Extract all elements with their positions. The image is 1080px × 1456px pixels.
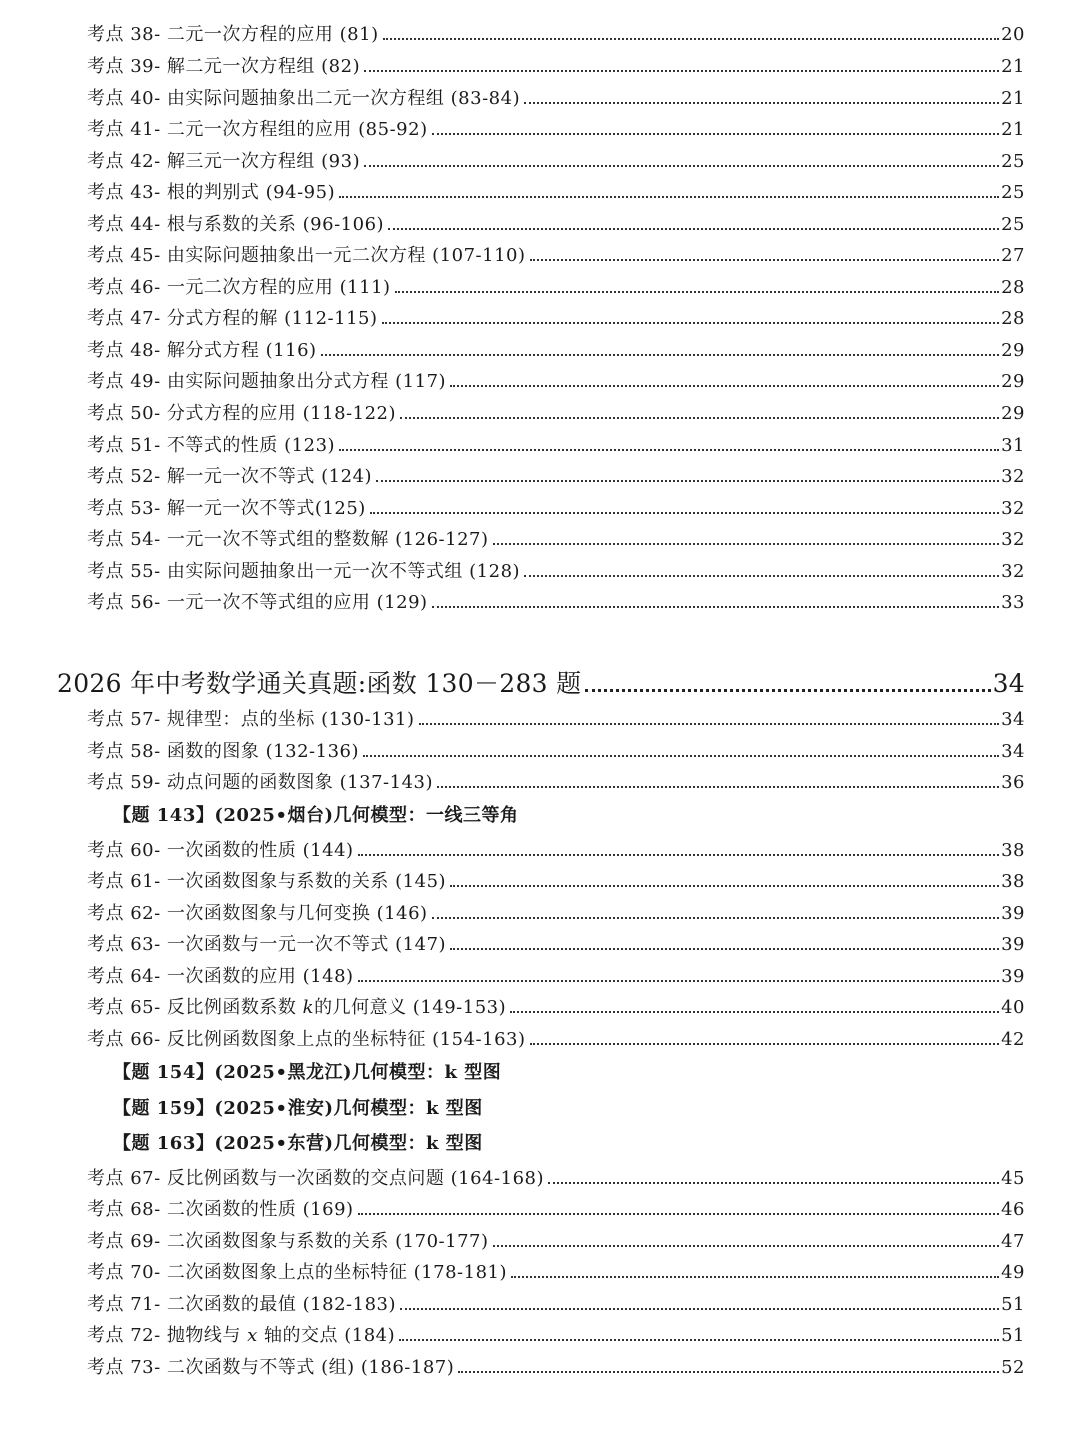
toc-entry-label: 考点 47- 分式方程的解 (112-115) [87, 308, 378, 329]
toc-entry-label: 考点 61- 一次函数图象与系数的关系 (145) [87, 871, 447, 892]
toc-entry-page: 21 [1001, 88, 1025, 109]
dot-leader [432, 133, 1000, 135]
dot-leader [450, 385, 999, 387]
toc-sub-163[interactable] [113, 1129, 483, 1155]
dot-leader [358, 980, 1000, 982]
toc-entry-page: 28 [1001, 308, 1025, 329]
toc-entry-44[interactable] [87, 210, 1025, 236]
toc-entry-43[interactable] [87, 178, 1025, 204]
toc-entry-page: 51 [1001, 1325, 1025, 1346]
toc-entry-label: 考点 53- 解一元一次不等式(125) [87, 498, 366, 519]
toc-entry-62[interactable] [87, 899, 1025, 925]
toc-entry-60[interactable] [87, 836, 1025, 862]
toc-entry-label: 考点 41- 二元一次方程组的应用 (85-92) [87, 119, 428, 140]
toc-entry-47[interactable] [87, 304, 1025, 330]
toc-entry-page: 42 [1001, 1029, 1025, 1050]
toc-entry-61[interactable] [87, 867, 1025, 893]
toc-entry-label: 考点 42- 解三元一次方程组 (93) [87, 151, 361, 172]
toc-entry-page: 32 [1001, 561, 1025, 582]
dot-leader [388, 228, 999, 230]
toc-entry-56[interactable] [87, 588, 1025, 614]
toc-entry-page: 36 [1001, 772, 1025, 793]
toc-entry-label: 考点 68- 二次函数的性质 (169) [87, 1199, 354, 1220]
toc-entry-label: 考点 43- 根的判别式 (94-95) [87, 182, 336, 203]
dot-leader [370, 512, 999, 514]
dot-leader [400, 1308, 999, 1310]
toc-entry-label: 考点 38- 二元一次方程的应用 (81) [87, 24, 379, 45]
toc-entry-page: 25 [1001, 151, 1025, 172]
toc-entry-page: 34 [1001, 741, 1025, 762]
toc-entry-label: 考点 70- 二次函数图象上点的坐标特征 (178-181) [87, 1262, 507, 1283]
toc-sub-154[interactable] [113, 1058, 501, 1084]
toc-entry-label: 考点 62- 一次函数图象与几何变换 (146) [87, 903, 428, 924]
toc-sub-label: 【题 159】(2025•淮安)几何模型：k 型图 [113, 1098, 483, 1119]
toc-entry-page: 21 [1001, 119, 1025, 140]
toc-entry-page: 46 [1001, 1199, 1025, 1220]
toc-entry-54[interactable] [87, 525, 1025, 551]
dot-leader [524, 102, 999, 104]
toc-chapter-functions[interactable] [57, 664, 1025, 700]
toc-chapter-page: 34 [992, 669, 1025, 698]
toc-entry-label: 考点 45- 由实际问题抽象出一元二次方程 (107-110) [87, 245, 526, 266]
toc-entry-50[interactable] [87, 399, 1025, 425]
toc-sub-label: 【题 154】(2025•黑龙江)几何模型：k 型图 [113, 1062, 502, 1083]
dot-leader [339, 449, 999, 451]
toc-entry-page: 33 [1001, 592, 1025, 613]
dot-leader [363, 755, 999, 757]
toc-entry-label: 考点 66- 反比例函数图象上点的坐标特征 (154-163) [87, 1029, 526, 1050]
toc-entry-label: 考点 48- 解分式方程 (116) [87, 340, 317, 361]
toc-entry-53[interactable] [87, 494, 1025, 520]
toc-entry-page: 51 [1001, 1294, 1025, 1315]
dot-leader [493, 1245, 1000, 1247]
toc-entry-label: 考点 46- 一元二次方程的应用 (111) [87, 277, 391, 298]
toc-entry-page: 25 [1001, 214, 1025, 235]
toc-entry-label: 考点 39- 解二元一次方程组 (82) [87, 56, 361, 77]
dot-leader [450, 948, 999, 950]
toc-entry-page: 29 [1001, 371, 1025, 392]
dot-leader [510, 1011, 999, 1013]
toc-entry-page: 40 [1001, 997, 1025, 1018]
toc-entry-page: 39 [1001, 934, 1025, 955]
toc-entry-38[interactable] [87, 20, 1025, 46]
toc-entry-63[interactable] [87, 930, 1025, 956]
toc-entry-58[interactable] [87, 737, 1025, 763]
dot-leader [339, 196, 999, 198]
toc-entry-73[interactable] [87, 1353, 1025, 1379]
dot-leader [358, 1213, 1000, 1215]
dot-leader [524, 575, 999, 577]
toc-entry-59[interactable] [87, 768, 1025, 794]
toc-entry-page: 28 [1001, 277, 1025, 298]
toc-entry-label: 考点 59- 动点问题的函数图象 (137-143) [87, 772, 433, 793]
toc-entry-page: 29 [1001, 403, 1025, 424]
variable-x: x [247, 1325, 258, 1346]
toc-entry-51[interactable] [87, 431, 1025, 457]
toc-entry-page: 39 [1001, 903, 1025, 924]
toc-entry-52[interactable] [87, 462, 1025, 488]
toc-entry-page: 34 [1001, 709, 1025, 730]
toc-entry-label: 考点 50- 分式方程的应用 (118-122) [87, 403, 396, 424]
toc-entry-72[interactable] [87, 1321, 1025, 1347]
toc-sub-label: 【题 163】(2025•东营)几何模型：k 型图 [113, 1133, 483, 1154]
dot-leader [383, 38, 999, 40]
toc-entry-46[interactable] [87, 273, 1025, 299]
toc-sub-143[interactable] [113, 801, 518, 827]
toc-entry-label: 考点 56- 一元一次不等式组的应用 (129) [87, 592, 428, 613]
toc-entry-55[interactable] [87, 557, 1025, 583]
toc-entry-page: 47 [1001, 1231, 1025, 1252]
dot-leader [530, 259, 1000, 261]
toc-entry-label: 考点 49- 由实际问题抽象出分式方程 (117) [87, 371, 447, 392]
toc-entry-page: 49 [1001, 1262, 1025, 1283]
toc-entry-page: 38 [1001, 840, 1025, 861]
toc-entry-page: 45 [1001, 1168, 1025, 1189]
toc-entry-page: 29 [1001, 340, 1025, 361]
toc-entry-57[interactable] [87, 705, 1025, 731]
toc-entry-label: 考点 64- 一次函数的应用 (148) [87, 966, 354, 987]
toc-entry-41[interactable] [87, 115, 1025, 141]
dot-leader [364, 70, 999, 72]
dot-leader [419, 723, 1000, 725]
toc-entry-page: 38 [1001, 871, 1025, 892]
toc-entry-label-post: 轴的交点 (184) [257, 1325, 396, 1346]
toc-entry-label-pre: 考点 72- 抛物线与 [87, 1325, 248, 1346]
toc-entry-70[interactable] [87, 1258, 1025, 1284]
toc-entry-label [87, 1321, 395, 1347]
toc-entry-label: 考点 57- 规律型：点的坐标 (130-131) [87, 709, 415, 730]
toc-entry-page: 32 [1001, 498, 1025, 519]
dot-leader [382, 322, 1000, 324]
toc-entry-label: 考点 52- 解一元一次不等式 (124) [87, 466, 373, 487]
toc-entry-49[interactable] [87, 367, 1025, 393]
toc-entry-label: 考点 60- 一次函数的性质 (144) [87, 840, 354, 861]
dot-leader [395, 291, 1000, 293]
dot-leader [358, 854, 1000, 856]
toc-entry-label: 考点 71- 二次函数的最值 (182-183) [87, 1294, 396, 1315]
dot-leader [432, 606, 1000, 608]
toc-entry-71[interactable] [87, 1290, 1025, 1316]
dot-leader [376, 480, 999, 482]
dot-leader [493, 543, 1000, 545]
toc-entry-page: 21 [1001, 56, 1025, 77]
dot-leader [511, 1276, 999, 1278]
toc-entry-label: 考点 73- 二次函数与不等式 (组) (186-187) [87, 1357, 455, 1378]
toc-entry-64[interactable] [87, 962, 1025, 988]
toc-entry-label: 考点 54- 一元一次不等式组的整数解 (126-127) [87, 529, 489, 550]
toc-entry-67[interactable] [87, 1164, 1025, 1190]
toc-entry-label: 考点 69- 二次函数图象与系数的关系 (170-177) [87, 1231, 489, 1252]
toc-entry-page: 32 [1001, 529, 1025, 550]
toc-entry-label: 考点 58- 函数的图象 (132-136) [87, 741, 359, 762]
toc-entry-page: 31 [1001, 435, 1025, 456]
toc-entry-66[interactable] [87, 1025, 1025, 1051]
toc-sub-label: 【题 143】(2025•烟台)几何模型：一线三等角 [113, 805, 519, 826]
toc-entry-label: 考点 63- 一次函数与一元一次不等式 (147) [87, 934, 447, 955]
dot-leader [399, 1339, 999, 1341]
dot-leader [450, 885, 999, 887]
dot-leader [321, 354, 1000, 356]
dot-leader [530, 1043, 1000, 1045]
toc-entry-page: 27 [1001, 245, 1025, 266]
toc-entry-42[interactable] [87, 147, 1025, 173]
toc-chapter-label: 2026 年中考数学通关真题:函数 130－283 题 [57, 669, 582, 698]
dot-leader [548, 1182, 999, 1184]
toc-entry-label: 考点 44- 根与系数的关系 (96-106) [87, 214, 385, 235]
toc-entry-label-pre: 考点 65- 反比例函数系数 [87, 997, 303, 1018]
toc-entry-page: 52 [1001, 1357, 1025, 1378]
dot-leader [585, 689, 990, 692]
dot-leader [437, 786, 999, 788]
toc-sub-159[interactable] [113, 1094, 483, 1120]
dot-leader [400, 417, 999, 419]
toc-entry-48[interactable] [87, 336, 1025, 362]
toc-entry-label: 考点 40- 由实际问题抽象出二元一次方程组 (83-84) [87, 88, 521, 109]
toc-entry-label-post: 的几何意义 (149-153) [314, 997, 507, 1018]
toc-entry-page: 39 [1001, 966, 1025, 987]
toc-entry-page: 32 [1001, 466, 1025, 487]
toc-entry-69[interactable] [87, 1227, 1025, 1253]
toc-entry-65[interactable] [87, 993, 1025, 1019]
toc-entry-page: 25 [1001, 182, 1025, 203]
toc-entry-page: 20 [1001, 24, 1025, 45]
toc-entry-40[interactable] [87, 84, 1025, 110]
toc-entry-label: 考点 55- 由实际问题抽象出一元一次不等式组 (128) [87, 561, 521, 582]
dot-leader [432, 917, 1000, 919]
toc-entry-label: 考点 67- 反比例函数与一次函数的交点问题 (164-168) [87, 1168, 544, 1189]
toc-entry-label [87, 993, 506, 1019]
toc-entry-label: 考点 51- 不等式的性质 (123) [87, 435, 336, 456]
dot-leader [458, 1371, 999, 1373]
dot-leader [364, 165, 999, 167]
toc-entry-39[interactable] [87, 52, 1025, 78]
toc-entry-68[interactable] [87, 1195, 1025, 1221]
toc-entry-45[interactable] [87, 241, 1025, 267]
variable-k: k [302, 997, 315, 1018]
